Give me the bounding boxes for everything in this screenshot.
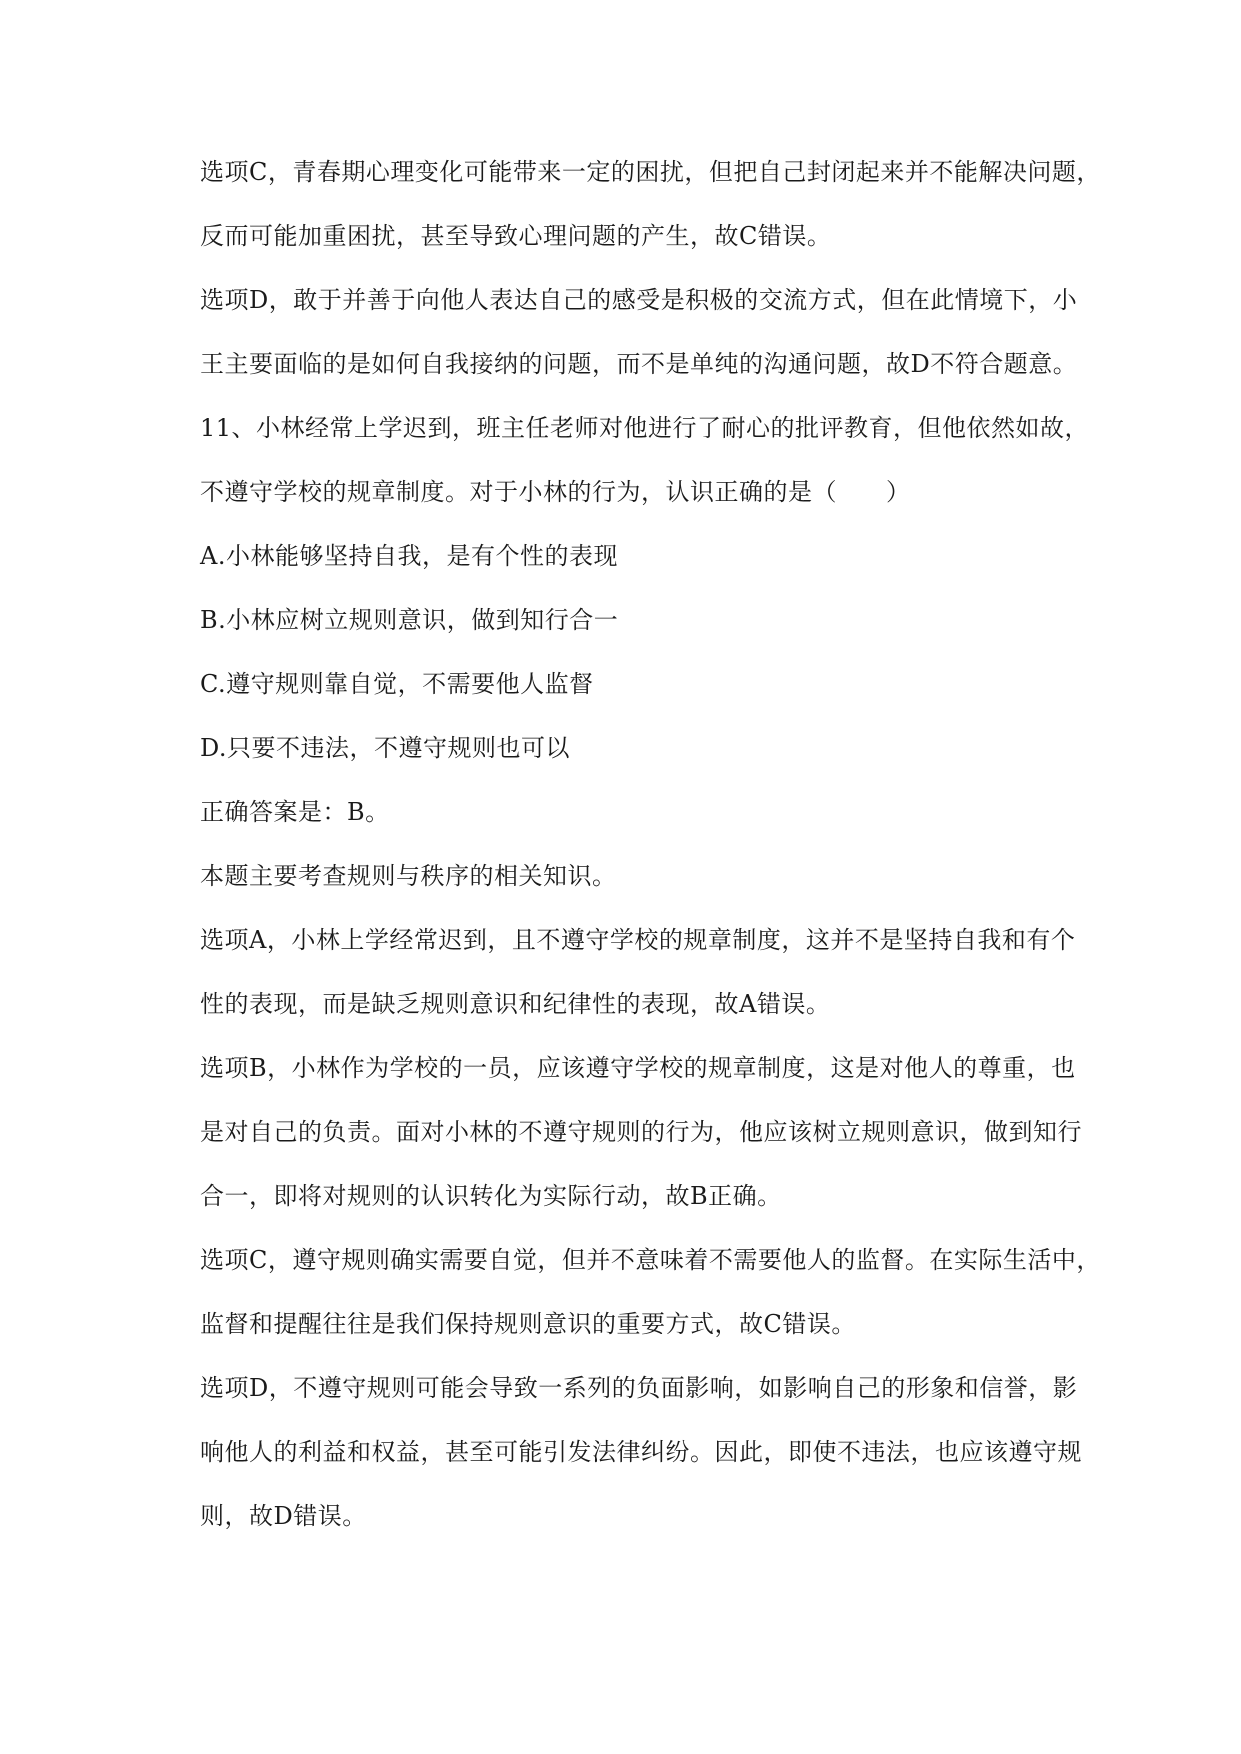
option-a: A.小林能够坚持自我，是有个性的表现 [200,542,618,570]
text-line: 王主要面临的是如何自我接纳的问题，而不是单纯的沟通问题，故D不符合题意。 [200,350,1078,378]
text-line: 选项C，青春期心理变化可能带来一定的困扰，但把自己封闭起来并不能解决问题， [200,158,1101,186]
correct-answer: 正确答案是：B。 [200,798,390,826]
text-line: 反而可能加重困扰，甚至导致心理问题的产生，故C错误。 [200,222,832,250]
option-c: C.遵守规则靠自觉，不需要他人监督 [200,670,594,698]
option-b: B.小林应树立规则意识，做到知行合一 [200,606,619,634]
document-body [200,140,1100,1548]
text-line: 选项C，遵守规则确实需要自觉，但并不意味着不需要他人的监督。在实际生活中， [200,1246,1101,1274]
text-line: 选项D，不遵守规则可能会导致一系列的负面影响，如影响自己的形象和信誉，影 [200,1374,1078,1402]
text-line: 选项D，敢于并善于向他人表达自己的感受是积极的交流方式，但在此情境下，小 [200,286,1078,314]
question-stem-line: 不遵守学校的规章制度。对于小林的行为，认识正确的是（ ） [200,478,911,506]
text-line: 则，故D错误。 [200,1502,367,1530]
text-line: 性的表现，而是缺乏规则意识和纪律性的表现，故A错误。 [200,990,831,1018]
text-line: 选项B，小林作为学校的一员，应该遵守学校的规章制度，这是对他人的尊重，也 [200,1054,1076,1082]
text-line: 监督和提醒往往是我们保持规则意识的重要方式，故C错误。 [200,1310,856,1338]
text-line: 选项A，小林上学经常迟到，且不遵守学校的规章制度，这并不是坚持自我和有个 [200,926,1076,954]
text-line: 响他人的利益和权益，甚至可能引发法律纠纷。因此，即使不违法，也应该遵守规 [200,1438,1082,1466]
question-stem-line: 11、小林经常上学迟到，班主任老师对他进行了耐心的批评教育，但他依然如故， [200,414,1090,442]
option-d: D.只要不违法，不遵守规则也可以 [200,734,571,762]
text-line: 合一，即将对规则的认识转化为实际行动，故B正确。 [200,1182,782,1210]
text-line: 是对自己的负责。面对小林的不遵守规则的行为，他应该树立规则意识，做到知行 [200,1118,1082,1146]
analysis-intro: 本题主要考查规则与秩序的相关知识。 [200,862,617,890]
